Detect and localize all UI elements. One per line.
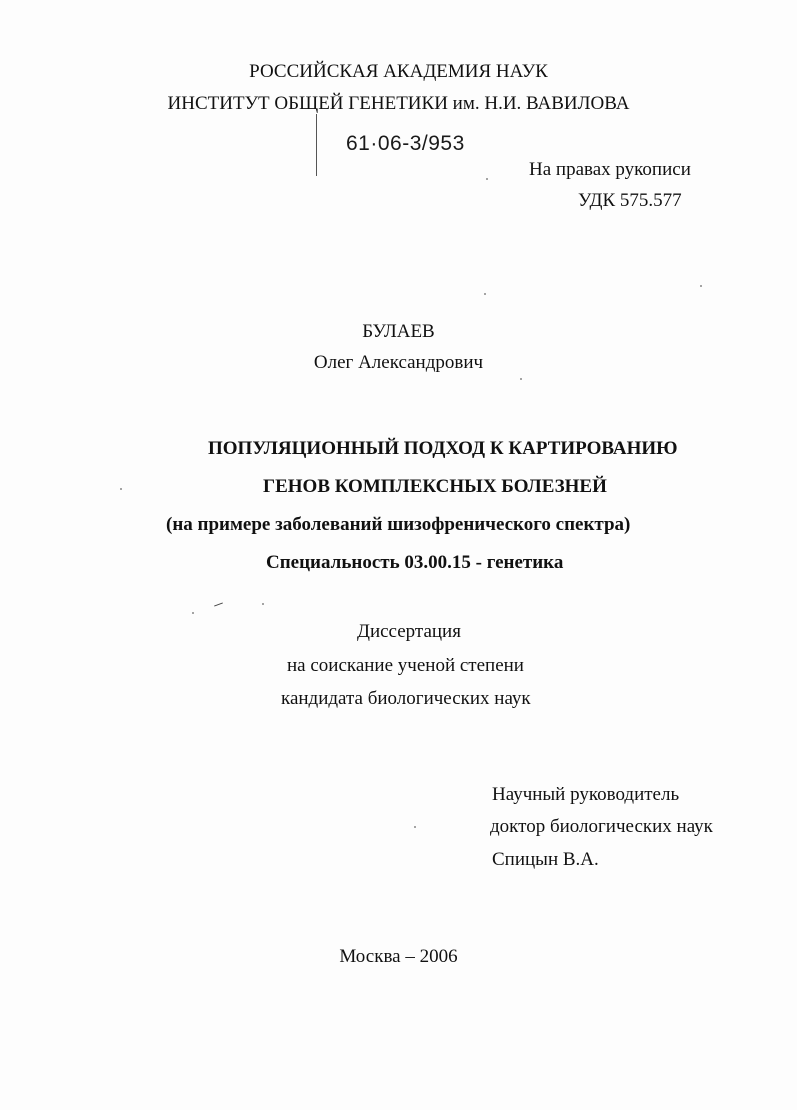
scan-speck [486,178,488,180]
library-stamp-number: 61·06-3/953 [346,132,465,155]
scan-speck [520,378,522,380]
specialty: Специальность 03.00.15 - генетика [266,552,564,573]
scan-speck [700,285,702,287]
scan-speck [192,612,194,614]
stamp-margin-line [316,114,317,176]
scan-mark [214,602,223,606]
supervisor-role: Научный руководитель [492,784,680,805]
supervisor-name: Спицын В.А. [492,849,599,870]
manuscript-rights: На правах рукописи [529,159,691,180]
udc-code: УДК 575.577 [578,190,682,211]
degree-line-3: кандидата биологических наук [281,688,531,709]
place-and-year: Москва – 2006 [339,946,458,967]
scan-speck [120,488,122,490]
degree-line-2: на соискание ученой степени [287,655,524,676]
academy-name: РОССИЙСКАЯ АКАДЕМИЯ НАУК [249,61,548,82]
author-given-names: Олег Александрович [313,352,484,373]
scan-speck [414,826,416,828]
scan-speck [262,603,264,605]
scan-speck [484,293,486,295]
title-line-2: ГЕНОВ КОМПЛЕКСНЫХ БОЛЕЗНЕЙ [263,476,607,497]
institute-name: ИНСТИТУТ ОБЩЕЙ ГЕНЕТИКИ им. Н.И. ВАВИЛОВА [167,93,630,114]
author-surname: БУЛАЕВ [362,321,435,342]
title-subtitle: (на примере заболеваний шизофренического спектра) [166,514,631,535]
degree-line-1: Диссертация [357,621,461,642]
title-line-1: ПОПУЛЯЦИОННЫЙ ПОДХОД К КАРТИРОВАНИЮ [208,438,678,459]
supervisor-degree: доктор биологических наук [490,816,713,837]
